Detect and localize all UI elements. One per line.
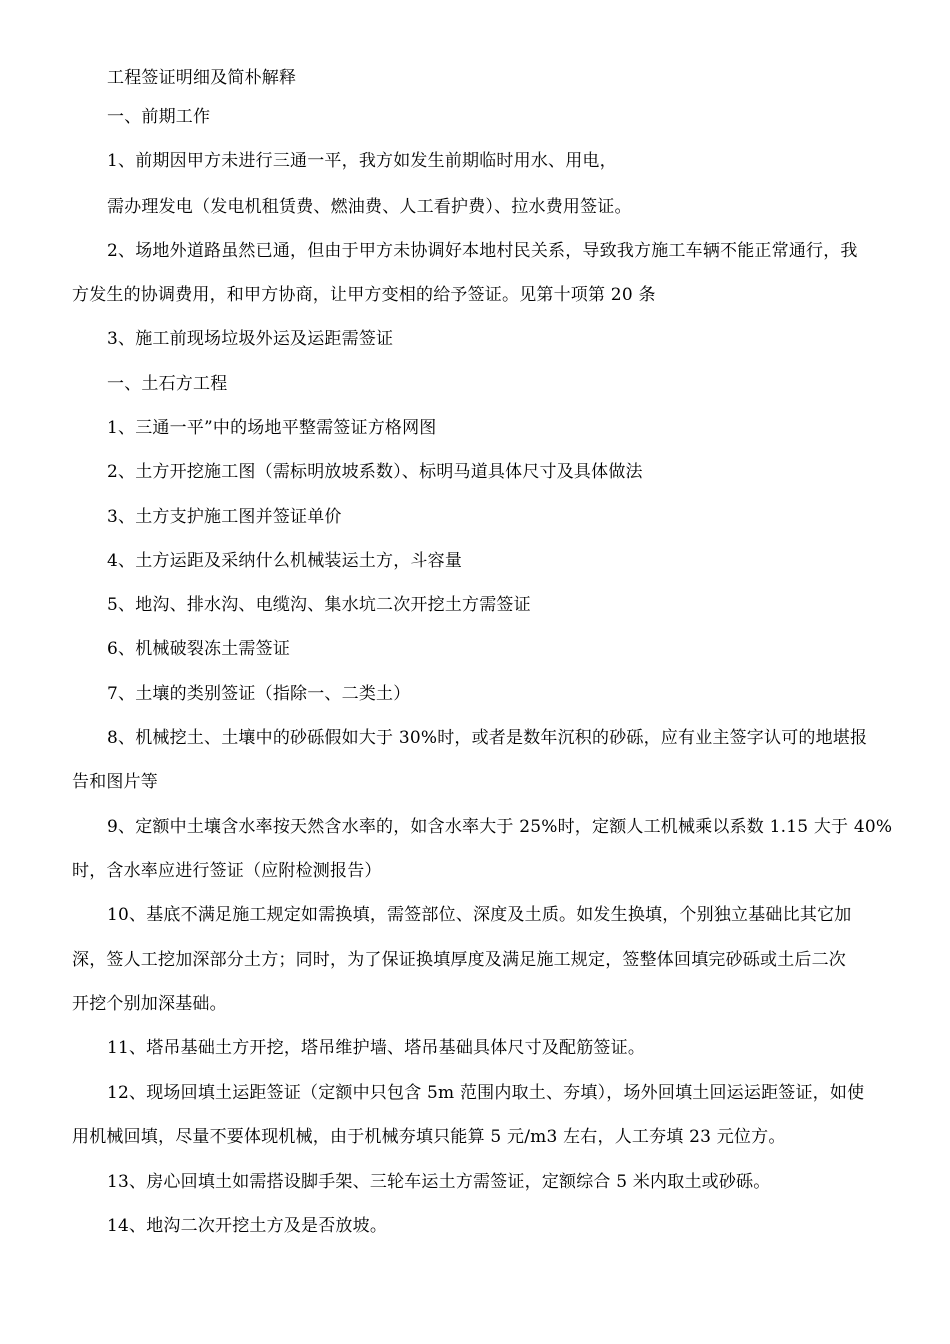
paragraph-line: 开挖个别加深基础。 <box>72 994 227 1014</box>
paragraph-line: 1、三通一平”中的场地平整需签证方格网图 <box>107 418 437 438</box>
paragraph-line: 4、土方运距及采纳什么机械装运土方，斗容量 <box>107 551 463 571</box>
paragraph-line: 2、土方开挖施工图（需标明放坡系数）、标明马道具体尺寸及具体做法 <box>107 462 643 482</box>
paragraph-line: 3、施工前现场垃圾外运及运距需签证 <box>107 329 394 349</box>
paragraph-line: 2、场地外道路虽然已通，但由于甲方未协调好本地村民关系，导致我方施工车辆不能正常通行，我 <box>107 241 858 261</box>
paragraph-line: 10、基底不满足施工规定如需换填，需签部位、深度及土质。如发生换填，个别独立基础比其它加 <box>107 905 852 925</box>
paragraph-line: 时，含水率应进行签证（应附检测报告） <box>72 861 382 881</box>
paragraph-line: 3、土方支护施工图并签证单价 <box>107 507 342 527</box>
paragraph-line: 6、机械破裂冻土需签证 <box>107 639 291 659</box>
paragraph-line: 需办理发电（发电机租赁费、燃油费、人工看护费）、拉水费用签证。 <box>107 197 632 217</box>
paragraph-line: 告和图片等 <box>72 772 158 792</box>
paragraph-line: 9、定额中土壤含水率按天然含水率的，如含水率大于 25%时，定额人工机械乘以系数 1.15 大于 40% <box>107 817 893 837</box>
paragraph-line: 用机械回填，尽量不要体现机械，由于机械夯填只能算 5 元/m3 左右，人工夯填 23 元位方。 <box>72 1127 786 1147</box>
section-heading-preliminary: 一、前期工作 <box>107 107 211 127</box>
paragraph-line: 7、土壤的类别签证（指除一、二类土） <box>107 684 411 704</box>
paragraph-line: 13、房心回填土如需搭设脚手架、三轮车运土方需签证，定额综合 5 米内取土或砂砾。 <box>107 1172 771 1192</box>
paragraph-line: 1、前期因甲方未进行三通一平，我方如发生前期临时用水、用电， <box>107 151 617 171</box>
document-title: 工程签证明细及简朴解释 <box>107 68 297 88</box>
section-heading-earthwork: 一、土石方工程 <box>107 374 228 394</box>
paragraph-line: 8、机械挖土、土壤中的砂砾假如大于 30%时，或者是数年沉积的砂砾，应有业主签字认可的地堪报 <box>107 728 868 748</box>
paragraph-line: 11、塔吊基础土方开挖，塔吊维护墙、塔吊基础具体尺寸及配筋签证。 <box>107 1038 646 1058</box>
paragraph-line: 深，签人工挖加深部分土方；同时，为了保证换填厚度及满足施工规定，签整体回填完砂砾或土后二次 <box>72 950 846 970</box>
paragraph-line: 方发生的协调费用，和甲方协商，让甲方变相的给予签证。见第十项第 20 条 <box>72 285 656 305</box>
paragraph-line: 5、地沟、排水沟、电缆沟、集水坑二次开挖土方需签证 <box>107 595 531 615</box>
paragraph-line: 12、现场回填土运距签证（定额中只包含 5m 范围内取土、夯填），场外回填土回运运距签证，如使 <box>107 1083 865 1103</box>
paragraph-line: 14、地沟二次开挖土方及是否放坡。 <box>107 1216 388 1236</box>
